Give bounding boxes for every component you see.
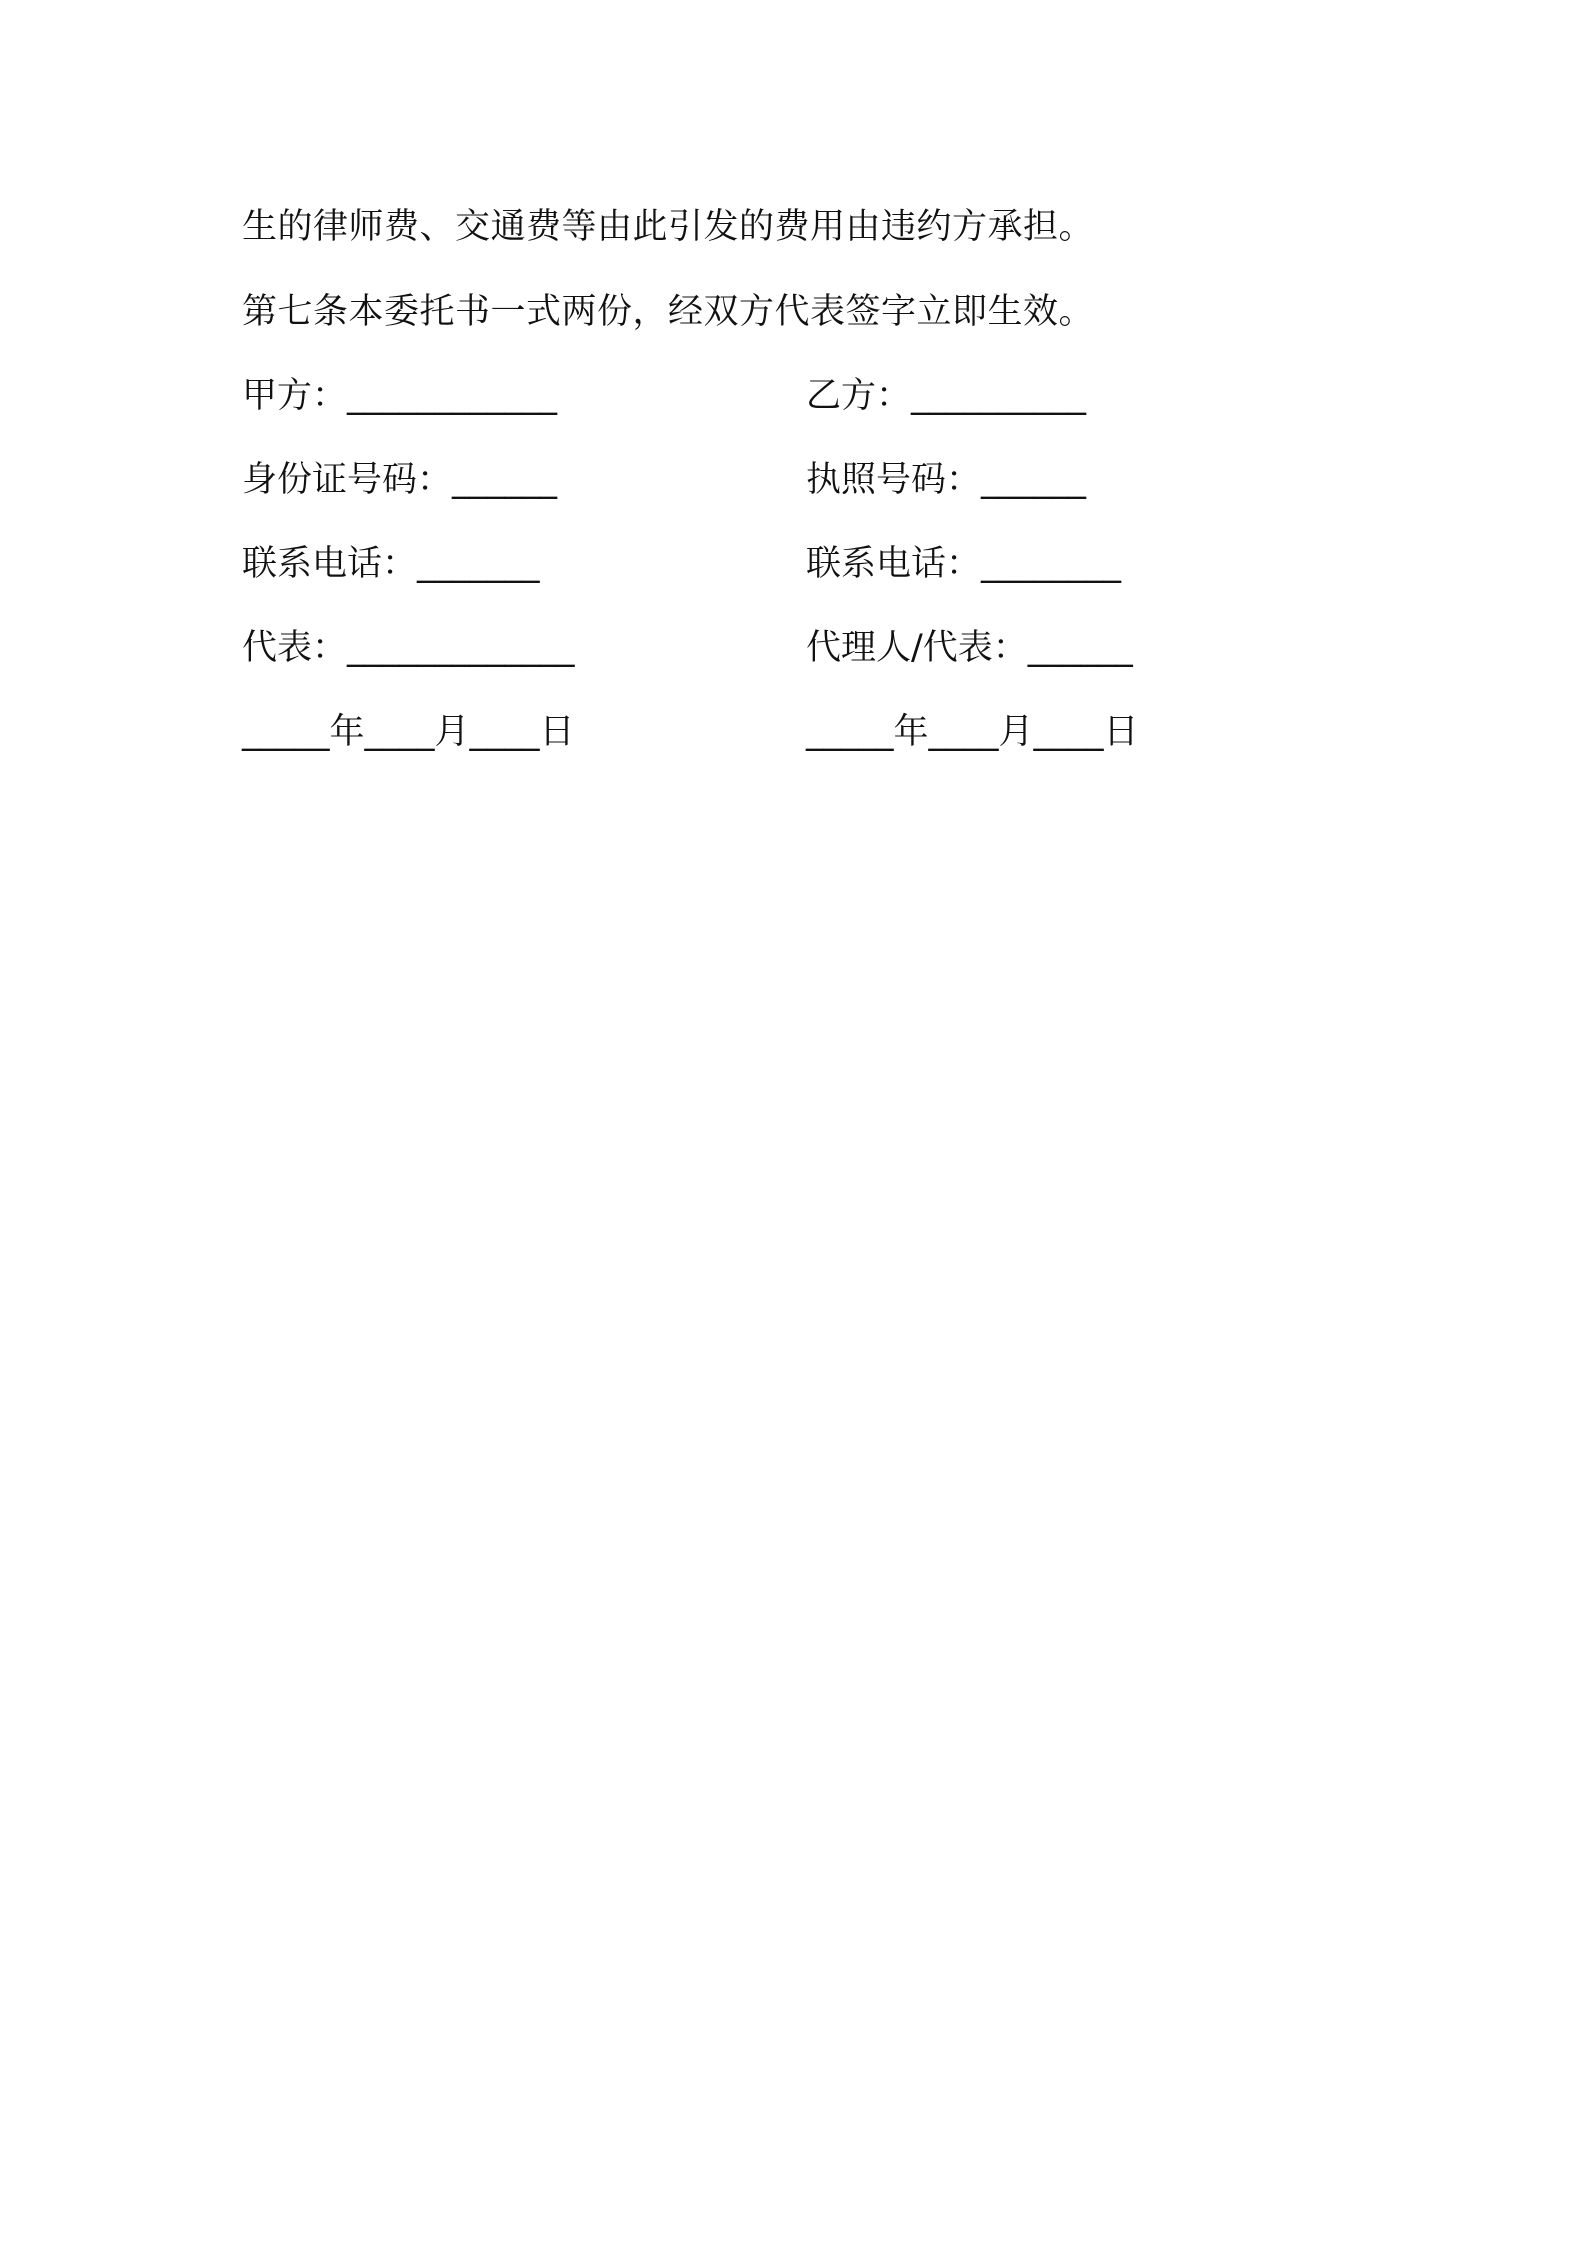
party-b-rep-line: 代理人/代表：______ [806, 628, 1133, 668]
party-a-rep-line: 代表：_____________ [242, 628, 575, 668]
party-b-phone-line: 联系电话：________ [806, 544, 1122, 584]
party-a-date-line: _____年____月____日 [242, 712, 575, 752]
signature-row-date [242, 708, 1342, 756]
signature-row-id [242, 456, 1342, 504]
paragraph-article-seven: 第七条本委托书一式两份，经双方代表签字立即生效。 [242, 292, 1095, 332]
signature-row-party [242, 372, 1342, 420]
party-b-date-line: _____年____月____日 [806, 712, 1139, 752]
signature-row-representative [242, 624, 1342, 672]
party-a-name-line: 甲方：____________ [242, 376, 558, 416]
party-a-phone-line: 联系电话：_______ [242, 544, 540, 584]
paragraph-fee-liability: 生的律师费、交通费等由此引发的费用由违约方承担。 [242, 207, 1095, 247]
party-b-license-line: 执照号码：______ [806, 460, 1087, 500]
signature-row-phone [242, 540, 1342, 588]
party-b-name-line: 乙方：__________ [806, 376, 1087, 416]
party-a-id-line: 身份证号码：______ [242, 460, 558, 500]
